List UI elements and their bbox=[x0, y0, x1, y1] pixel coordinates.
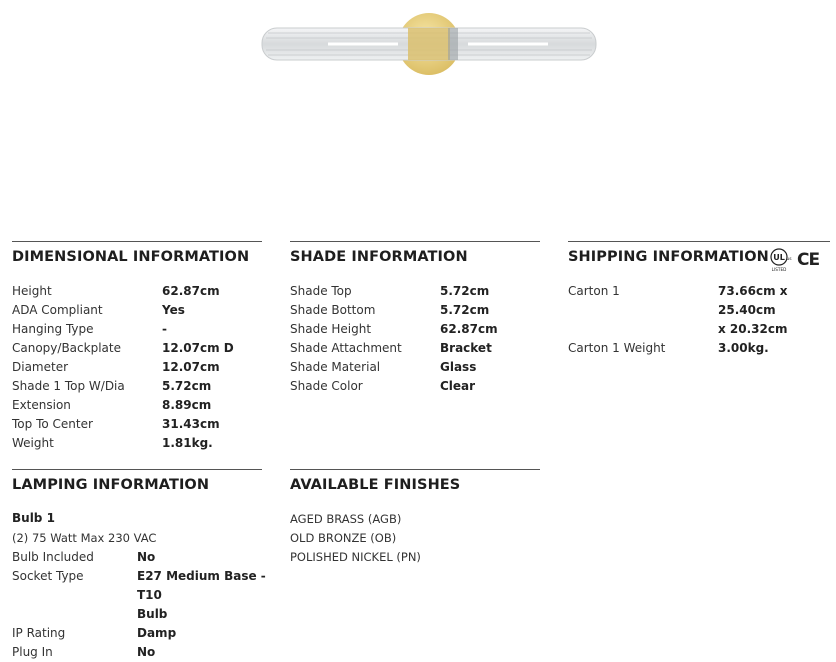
finishes-list bbox=[290, 510, 540, 567]
svg-text:LISTED: LISTED bbox=[771, 267, 787, 272]
spec-row bbox=[12, 320, 262, 339]
svg-text:UL: UL bbox=[773, 253, 785, 262]
section-divider bbox=[290, 469, 540, 470]
spec-row bbox=[290, 358, 540, 377]
spec-value-line: Bulb bbox=[137, 607, 168, 621]
spec-value bbox=[137, 548, 155, 567]
bulb-title: Bulb 1 bbox=[12, 511, 55, 525]
spec-row bbox=[568, 339, 830, 358]
dimensional-section bbox=[12, 241, 262, 453]
spec-label: Extension bbox=[12, 398, 71, 412]
spec-label: Weight bbox=[12, 436, 54, 450]
spec-row bbox=[12, 643, 282, 662]
section-heading: SHADE INFORMATION bbox=[290, 249, 468, 265]
spec-value-line: No bbox=[137, 550, 156, 564]
spec-row bbox=[12, 567, 282, 624]
spec-label: Shade Height bbox=[290, 322, 372, 336]
spec-row bbox=[12, 339, 262, 358]
dimensional-rows bbox=[12, 282, 262, 453]
spec-value: 8.89cm bbox=[162, 398, 212, 412]
spec-value-line: No bbox=[137, 645, 156, 659]
shade-section bbox=[290, 241, 540, 396]
ce-mark-icon: CE bbox=[797, 250, 820, 270]
spec-row bbox=[12, 377, 262, 396]
spec-label: Shade Bottom bbox=[290, 303, 376, 317]
spec-value: 5.72cm bbox=[162, 379, 212, 393]
spec-value: Yes bbox=[162, 303, 185, 317]
spec-label: Shade Color bbox=[290, 379, 363, 393]
section-heading: LAMPING INFORMATION bbox=[12, 477, 210, 493]
finishes-section bbox=[290, 469, 540, 567]
spec-label: IP Rating bbox=[12, 626, 66, 640]
spec-value: Glass bbox=[440, 360, 477, 374]
svg-text:us: us bbox=[786, 257, 792, 262]
product-image bbox=[258, 8, 603, 80]
spec-value: 62.87cm bbox=[440, 322, 498, 336]
spec-label: Shade 1 Top W/Dia bbox=[12, 379, 125, 393]
spec-row bbox=[290, 339, 540, 358]
section-heading: DIMENSIONAL INFORMATION bbox=[12, 249, 250, 265]
spec-label: Bulb Included bbox=[12, 550, 94, 564]
brass-socket bbox=[408, 28, 450, 60]
spec-label: ADA Compliant bbox=[12, 303, 103, 317]
finish-item: AGED BRASS (AGB) bbox=[290, 512, 402, 526]
spec-row bbox=[12, 415, 262, 434]
spec-row bbox=[290, 377, 540, 396]
spec-row bbox=[12, 301, 262, 320]
spec-label: Plug In bbox=[12, 645, 53, 659]
spec-value: 5.72cm bbox=[440, 303, 490, 317]
certification-marks bbox=[768, 247, 819, 273]
spec-value: - bbox=[162, 322, 167, 336]
spec-label: Canopy/Backplate bbox=[12, 341, 121, 355]
spec-label: Carton 1 Weight bbox=[568, 341, 666, 355]
spec-row bbox=[12, 282, 262, 301]
spec-value: 62.87cm bbox=[162, 284, 220, 298]
spec-value: Clear bbox=[440, 379, 476, 393]
shipping-rows bbox=[568, 282, 830, 358]
spec-value bbox=[137, 567, 282, 624]
spec-value: 12.07cm bbox=[162, 360, 220, 374]
spec-label: Shade Attachment bbox=[290, 341, 402, 355]
lamping-rows bbox=[12, 548, 282, 662]
ul-listed-icon bbox=[768, 247, 794, 273]
spec-label: Shade Material bbox=[290, 360, 381, 374]
spec-value-line: x 20.32cm bbox=[718, 322, 788, 336]
finish-item: POLISHED NICKEL (PN) bbox=[290, 550, 421, 564]
spec-label: Height bbox=[12, 284, 52, 298]
section-heading: AVAILABLE FINISHES bbox=[290, 477, 461, 493]
spec-row bbox=[290, 282, 540, 301]
spec-label: Top To Center bbox=[12, 417, 93, 431]
shipping-section bbox=[568, 241, 830, 358]
section-heading: SHIPPING INFORMATION bbox=[568, 249, 769, 265]
spec-row bbox=[290, 320, 540, 339]
spec-value: 31.43cm bbox=[162, 417, 220, 431]
spec-row bbox=[12, 548, 282, 567]
spec-value: 12.07cm D bbox=[162, 341, 234, 355]
spec-value bbox=[137, 643, 155, 662]
bulb-description: (2) 75 Watt Max 230 VAC bbox=[12, 531, 157, 545]
spec-value-line: Damp bbox=[137, 626, 177, 640]
spec-value-line: E27 Medium Base - T10 bbox=[137, 569, 266, 602]
section-divider bbox=[12, 241, 262, 242]
spec-value-line: 73.66cm x 25.40cm bbox=[718, 284, 788, 317]
spec-value bbox=[137, 624, 176, 643]
spec-row bbox=[568, 282, 830, 339]
shade-rows bbox=[290, 282, 540, 396]
spec-row bbox=[290, 301, 540, 320]
spec-value: 1.81kg. bbox=[162, 436, 213, 450]
spec-value bbox=[718, 339, 769, 358]
spec-row bbox=[12, 434, 262, 453]
lamping-section bbox=[12, 469, 282, 662]
spec-label: Shade Top bbox=[290, 284, 352, 298]
spec-value: 5.72cm bbox=[440, 284, 490, 298]
spec-value-line: 3.00kg. bbox=[718, 341, 769, 355]
spec-row bbox=[12, 358, 262, 377]
spec-label: Diameter bbox=[12, 360, 69, 374]
spec-label: Socket Type bbox=[12, 569, 84, 583]
spec-value bbox=[718, 282, 830, 339]
spec-row bbox=[12, 624, 282, 643]
spec-label: Hanging Type bbox=[12, 322, 94, 336]
section-divider bbox=[290, 241, 540, 242]
spec-label: Carton 1 bbox=[568, 284, 620, 298]
spec-row bbox=[12, 396, 262, 415]
section-divider bbox=[12, 469, 262, 470]
finish-item: OLD BRONZE (OB) bbox=[290, 531, 397, 545]
spec-value: Bracket bbox=[440, 341, 492, 355]
section-divider bbox=[568, 241, 830, 242]
